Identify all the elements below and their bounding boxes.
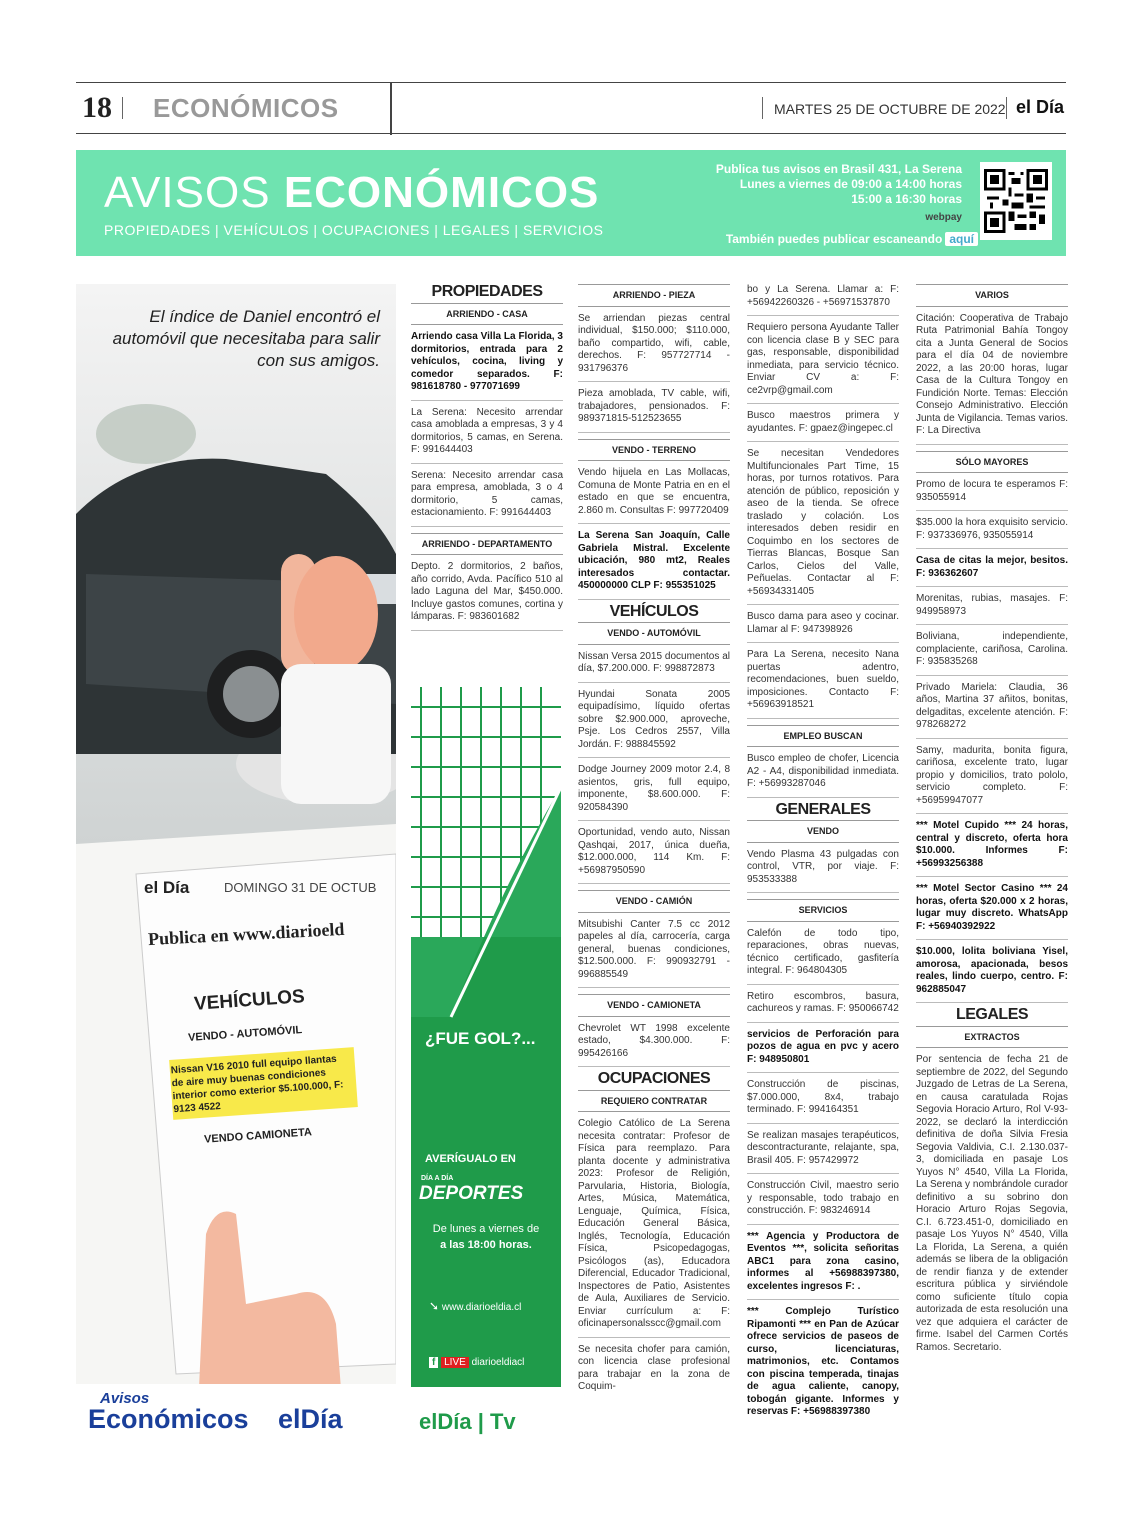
social-handle: diarioeldiacl (471, 1357, 525, 1368)
classified-ad: $35.000 la hora exquisito servicio. F: 937336976, 935055914 (916, 517, 1068, 549)
classified-ad: Serena: Necesito arrendar casa para empresa, amoblada, 3 o 4 dormitorio, 5 camas, estacionamiento. F: 991644403 (411, 470, 563, 527)
subheading-vendo-camion: VENDO - CAMIÓN (578, 890, 730, 913)
cursor-icon: ➘ (429, 1299, 440, 1313)
section-name: ECONÓMICOS (153, 93, 339, 123)
banner-info (662, 162, 962, 207)
footer-avisos: Avisos (100, 1390, 150, 1407)
scan-label: También puedes publicar escaneando (725, 232, 943, 246)
classified-ad: Pieza amoblada, TV cable, wifi, trabajadores, pensionados. F: 989371815-512523655 (578, 388, 730, 433)
column-3 (747, 284, 899, 1431)
paper-subsection-2: VENDO CAMIONETA (203, 1126, 313, 1146)
paper-date: DOMINGO 31 DE OCTUB (224, 880, 377, 895)
ad-url: www.diarioeldia.cl (441, 1302, 522, 1313)
ad-quote: El índice de Daniel encontró el automóvil que necesitaba para salir con sus amigos. (112, 307, 380, 370)
classified-ad: Se realizan masajes terapéuticos, descontracturante, relajante, spa, Brasil 405. F: 957429972 (747, 1130, 899, 1175)
header-divider (762, 97, 763, 119)
classified-ad: Mitsubishi Canter 7.5 cc 2012 papeles al día, carrocería, carga general, buenas condiciones, $12.500.000. F: 990932791 - 996885549 (578, 919, 730, 989)
paper-highlight: Nissan V16 2010 full equipo llantas de aire muy buenas condiciones interior como exterior $5.100.000, F: 9123 4522 (170, 1053, 344, 1116)
paper-logo: el Día (144, 878, 190, 897)
social-link[interactable] (429, 1357, 524, 1368)
classified-ad: Por sentencia de fecha 21 de septiembre de 2022, del Segundo Juzgado de Letras de La Serena, en causa caratulada Rojas Segovia Horacio Arturo, Rol V-93-2022, se declaró la interdicción definitiva de doña Silvia Fresia Segovia Valdivia, C.I. 2.130.037-3, domiciliada en pasaje Los Yuyos N° 4540, Villa La Florida, La Serena y nombrándole curador definitivo a su sobrino don Horacio Arturo Rojas Segovia, C.I. 6.723.451-0, domiciliado en pasaje Los Yuyos N° 4540, Villa La Florida, La Serena, a quién además se libera de la obligación de rendir fianza y de extender escritura pública y sirviéndole como suficiente título copia autorizada de esta resolución una vez que adquiera el carácter de firme. Isabel del Carmen Cortés Ramos. Secretario. (916, 1054, 1068, 1353)
footer-eldia: elDía (278, 1404, 343, 1434)
classified-ad: Arriendo casa Villa La Florida, 3 dormitorios, entrada para 2 vehículos, cocina, living y comedor separados. F: 981618780 - 977071699 (411, 331, 563, 401)
classified-ad: Casa de citas la mejor, besitos. F: 936362607 (916, 555, 1068, 587)
heading-legales: LEGALES (955, 1006, 1029, 1023)
classified-ad: Retiro escombros, basura, cachureos y ramas. F: 950066742 (747, 991, 899, 1023)
classified-ad: Construcción de piscinas, $7.000.000, 8x4, trabajo terminado. F: 994164351 (747, 1079, 899, 1124)
masthead-logo: el Día (1016, 97, 1065, 117)
classified-ad: Promo de locura te esperamos F: 935055914 (916, 479, 1068, 511)
qr-code-icon[interactable] (980, 162, 1052, 240)
issue-date: MARTES 25 DE OCTUBRE DE 2022 (774, 101, 1006, 117)
classified-ad: Privado Mariela: Claudia, 36 años, Martina 37 añitos, bonitas, delgaditas, excelente atención. F: 978268272 (916, 682, 1068, 739)
paper-subsection: VENDO - AUTOMÓVIL (187, 1024, 303, 1044)
classified-ad: Busco maestros primera y ayudantes. F: gpaez@ingepec.cl (747, 410, 899, 442)
subheading-varios: VARIOS (916, 284, 1068, 307)
banner-title-bold: ECONÓMICOS (283, 168, 600, 217)
classified-ad: $10.000, lolita boliviana Yisel, amorosa, apacionada, besos reales, lindo cuerpo, centro. F: 962885047 (916, 946, 1068, 1003)
heading-propiedades: PROPIEDADES (431, 283, 543, 300)
live-badge: LIVE (441, 1357, 469, 1368)
heading-generales: GENERALES (775, 800, 871, 818)
classified-ad: Vendo Plasma 43 pulgadas con control, VTR, por viaje. F: 953533388 (747, 849, 899, 894)
classified-ad: Busco empleo de chofer, Licencia A2 - A4, disponibilidad inmediata. F: +56993287046 (747, 753, 899, 798)
header-divider (122, 97, 123, 119)
classified-ad: Colegio Católico de La Serena necesita contratar: Profesor de Física para reemplazo. Para planta docente y administrativa 2023: Profesor de Religión, Parvularia, Historia, Biología, Artes, Música, Matemática, Lenguaje, Química, Física, Educación General Básica, Inglés, Tecnología, Educación Física, Psicopedagogas, Psicólogos (as), Educadora Diferencial, Educador Tradicional, Inspectores de Patio, Asistentes de Aula, Auxiliares de Servicio. Enviar currículum a: F: oficinapersonalsscc@gmail.com (578, 1118, 730, 1338)
car-illustration-icon (76, 284, 396, 1454)
avisos-footer-logo (80, 1390, 390, 1450)
banner-address: Publica tus avisos en Brasil 431, La Serena (715, 162, 962, 176)
paper-url: Publica en www.diarioeld (147, 918, 345, 950)
classified-ad: *** Motel Cupido *** 24 horas, central y discreto, oferta hora $10.000. Informes F: +56993256388 (916, 820, 1068, 877)
subheading-vendo-camioneta: VENDO - CAMIONETA (578, 994, 730, 1017)
classified-ad: Samy, madurita, bonita figura, cariñosa, excelente trato, lugar propio y domicilios, trato pololo, servicio completo. F: +56959947077 (916, 745, 1068, 815)
eldia-tv-logo: elDía | Tv (419, 1409, 516, 1434)
page-header (76, 82, 1066, 134)
brand-top: DÍA A DÍA (421, 1175, 454, 1182)
subheading-arriendo-departamento: ARRIENDO - DEPARTAMENTO (411, 533, 563, 556)
classified-ad: Dodge Journey 2009 motor 2.4, 8 asientos, gris, full equipo, imponente, $8.600.000. F: 920584390 (578, 764, 730, 821)
ad-find: AVERÍGUALO EN (425, 1153, 516, 1165)
classified-ad: Hyundai Sonata 2005 equipadísimo, líquido ofertas sobre $2.900.000, aproveche, Psje. Los Cedros 2557, Villa Jordán. F: 988845592 (578, 689, 730, 759)
classified-ad: Vendo hijuela en Las Mollacas, Comuna de Monte Patria en en el estado en que se encuentra, 2.860 m. Consultas F: 997720409 (578, 467, 730, 524)
ad-url-link[interactable] (429, 1299, 521, 1313)
subheading-extractos: EXTRACTOS (916, 1026, 1068, 1049)
classified-ad: La Serena: Necesito arrendar casa amoblada a empresas, 3 y 4 dormitorios, 5 camas, en Serena. F: 991644403 (411, 407, 563, 464)
classified-ad: servicios de Perforación para pozos de agua en pvc y acero F: 948950801 (747, 1029, 899, 1074)
page-number: 18 (82, 91, 112, 124)
subheading-solo-mayores: SÓLO MAYORES (916, 451, 1068, 474)
classified-ad: bo y La Serena. Llamar a: F: +56942260326 - +56971537870 (747, 284, 899, 316)
brand-deportes: DEPORTES (419, 1183, 524, 1204)
paper-section: VEHÍCULOS (193, 986, 306, 1015)
schedule-1: De lunes a viernes de (432, 1223, 540, 1235)
subheading-servicios: SERVICIOS (747, 899, 899, 922)
header-rule (390, 83, 392, 135)
heading-vehiculos: VEHÍCULOS (609, 602, 699, 620)
classified-ad: La Serena San Joaquín, Calle Gabriela Mistral. Excelente ubicación, 980 mt2, Reales interesados contactar. 450000000 CLP F: 955351025 (578, 530, 730, 600)
column-1 (411, 284, 563, 637)
banner-hours-2: 15:00 a 16:30 horas (851, 192, 962, 206)
header-divider (1006, 97, 1007, 119)
banner-subtitle: PROPIEDADES | VEHÍCULOS | OCUPACIONES | LEGALES | SERVICIOS (104, 222, 604, 238)
subheading-empleo-buscan: EMPLEO BUSCAN (747, 725, 899, 748)
soccer-goal-icon (411, 687, 561, 1454)
column-4 (916, 284, 1068, 1366)
classified-ad: Morenitas, rubias, masajes. F: 949958973 (916, 593, 1068, 625)
subheading-arriendo-pieza: ARRIENDO - PIEZA (578, 284, 730, 307)
classified-ad: Nissan Versa 2015 documentos al día, $7.200.000. F: 998872873 (578, 651, 730, 683)
classified-ad: Depto. 2 dormitorios, 2 baños, año corrido, Avda. Pacífico 510 al lado Laguna del Mar, $450.000. Incluye gastos comunes, cortina y lámparas. F: 983601682 (411, 561, 563, 631)
banner-hours: Lunes a viernes de 09:00 a 14:00 horas (739, 177, 962, 191)
subheading-vendo-terreno: VENDO - TERRENO (578, 439, 730, 462)
classified-ad: *** Complejo Turístico Ripamonti *** en Pan de Azúcar ofrece servicios de paseos de curso, licenciaturas, matrimonios, etc. Contamos con piscina temperada, tinajas de agua caliente, canopy, tobogán gigante. Informes y reservas F: +56988397380 (747, 1306, 899, 1417)
classified-ad: Busco dama para aseo y cocinar. Llamar al F: 947398926 (747, 611, 899, 643)
subheading-vendo-automovil: VENDO - AUTOMÓVIL (578, 622, 730, 645)
schedule-2: a las 18:00 horas. (440, 1239, 532, 1251)
ad-question: ¿FUE GOL?... (425, 1029, 536, 1048)
heading-ocupaciones: OCUPACIONES (597, 1070, 711, 1087)
deportes-advertisement (411, 687, 561, 1454)
subheading-arriendo-casa: ARRIENDO - CASA (411, 303, 563, 326)
classified-ad: Citación: Cooperativa de Trabajo Ruta Patrimonial Bahía Tongoy cita a Junta General de Socios para el día 04 de noviembre 2022, a las 20:00 horas, lugar Casa de la Cultura Tongoy en Fundición Norte. Temas: Elección Consejo Administrativo. Elección Junta de Vigilancia. Temas varios. F: La Directiva (916, 313, 1068, 445)
classified-ad: Chevrolet WT 1998 excelente estado, $4.300.000. F: 995426166 (578, 1023, 730, 1068)
column-2 (578, 284, 730, 1406)
classified-ad: Se necesita chofer para camión, con licencia clase profesional para trabajar en la zona de Coquim- (578, 1343, 730, 1392)
classified-ad: Calefón de todo tipo, reparaciones, obras nuevas, técnico certificado, gasfitería integral. F: 964804305 (747, 928, 899, 985)
classified-ad: Para La Serena, necesito Nana puertas adentro, recomendaciones, buen sueldo, imposiciones. Contacto F: +56963918521 (747, 649, 899, 719)
banner-title-light: AVISOS (104, 168, 271, 217)
subheading-vendo: VENDO (747, 820, 899, 843)
banner-title (104, 168, 599, 218)
classified-ad: Se necesitan Vendedores Multifuncionales Part Time, 15 horas, por turnos rotativos. Para atención de público, reposición y aseo de la tienda. Se ofrece traslado y colación. Los interesados deben residir en Coquimbo en los sectores de Tierras Blancas, Bosque San Carlos, Cielos del Valle, Peñuelas. Contactar al F: +56934331405 (747, 448, 899, 605)
scan-link[interactable]: aquí (945, 232, 978, 246)
classified-ad: Requiero persona Ayudante Taller con licencia clase B y SEC para gas, responsable, disponibilidad inmediata, para servicio técnico. Enviar CV a: F: ce2vrp@gmail.com (747, 322, 899, 404)
avisos-banner (76, 150, 1066, 256)
subheading-requiero-contratar: REQUIERO CONTRATAR (578, 1090, 730, 1113)
scan-text (726, 232, 978, 246)
classified-ad: *** Motel Sector Casino *** 24 horas, oferta $20.000 x 2 horas, lugar muy discreto. WhatsApp F: +56940392922 (916, 883, 1068, 940)
classified-ad: Construcción Civil, maestro serio y responsable, todo trabajo en construcción. F: 983246914 (747, 1180, 899, 1225)
classified-ad: *** Agencia y Productora de Eventos ***, solicita señoritas ABC1 para zona casino, informes al +56988397380, excelentes ingresos F: . (747, 1231, 899, 1301)
facebook-icon: f (429, 1357, 438, 1368)
classified-ad: Se arriendan piezas central individual, $150.000; $110.000, baño compartido, wifi, cable, derechos. F: 957727714 - 931796376 (578, 313, 730, 383)
classified-ad: Oportunidad, vendo auto, Nissan Qashqai, 2017, única dueña, $12.000.000, 114 Km. F: +56987950590 (578, 827, 730, 884)
webpay-logo: webpay (925, 212, 962, 223)
classified-ad: Boliviana, independiente, complaciente, cariñosa, Carolina. F: 935835268 (916, 631, 1068, 676)
photo-advertisement (76, 284, 396, 1454)
footer-economicos: Económicos (88, 1404, 249, 1434)
